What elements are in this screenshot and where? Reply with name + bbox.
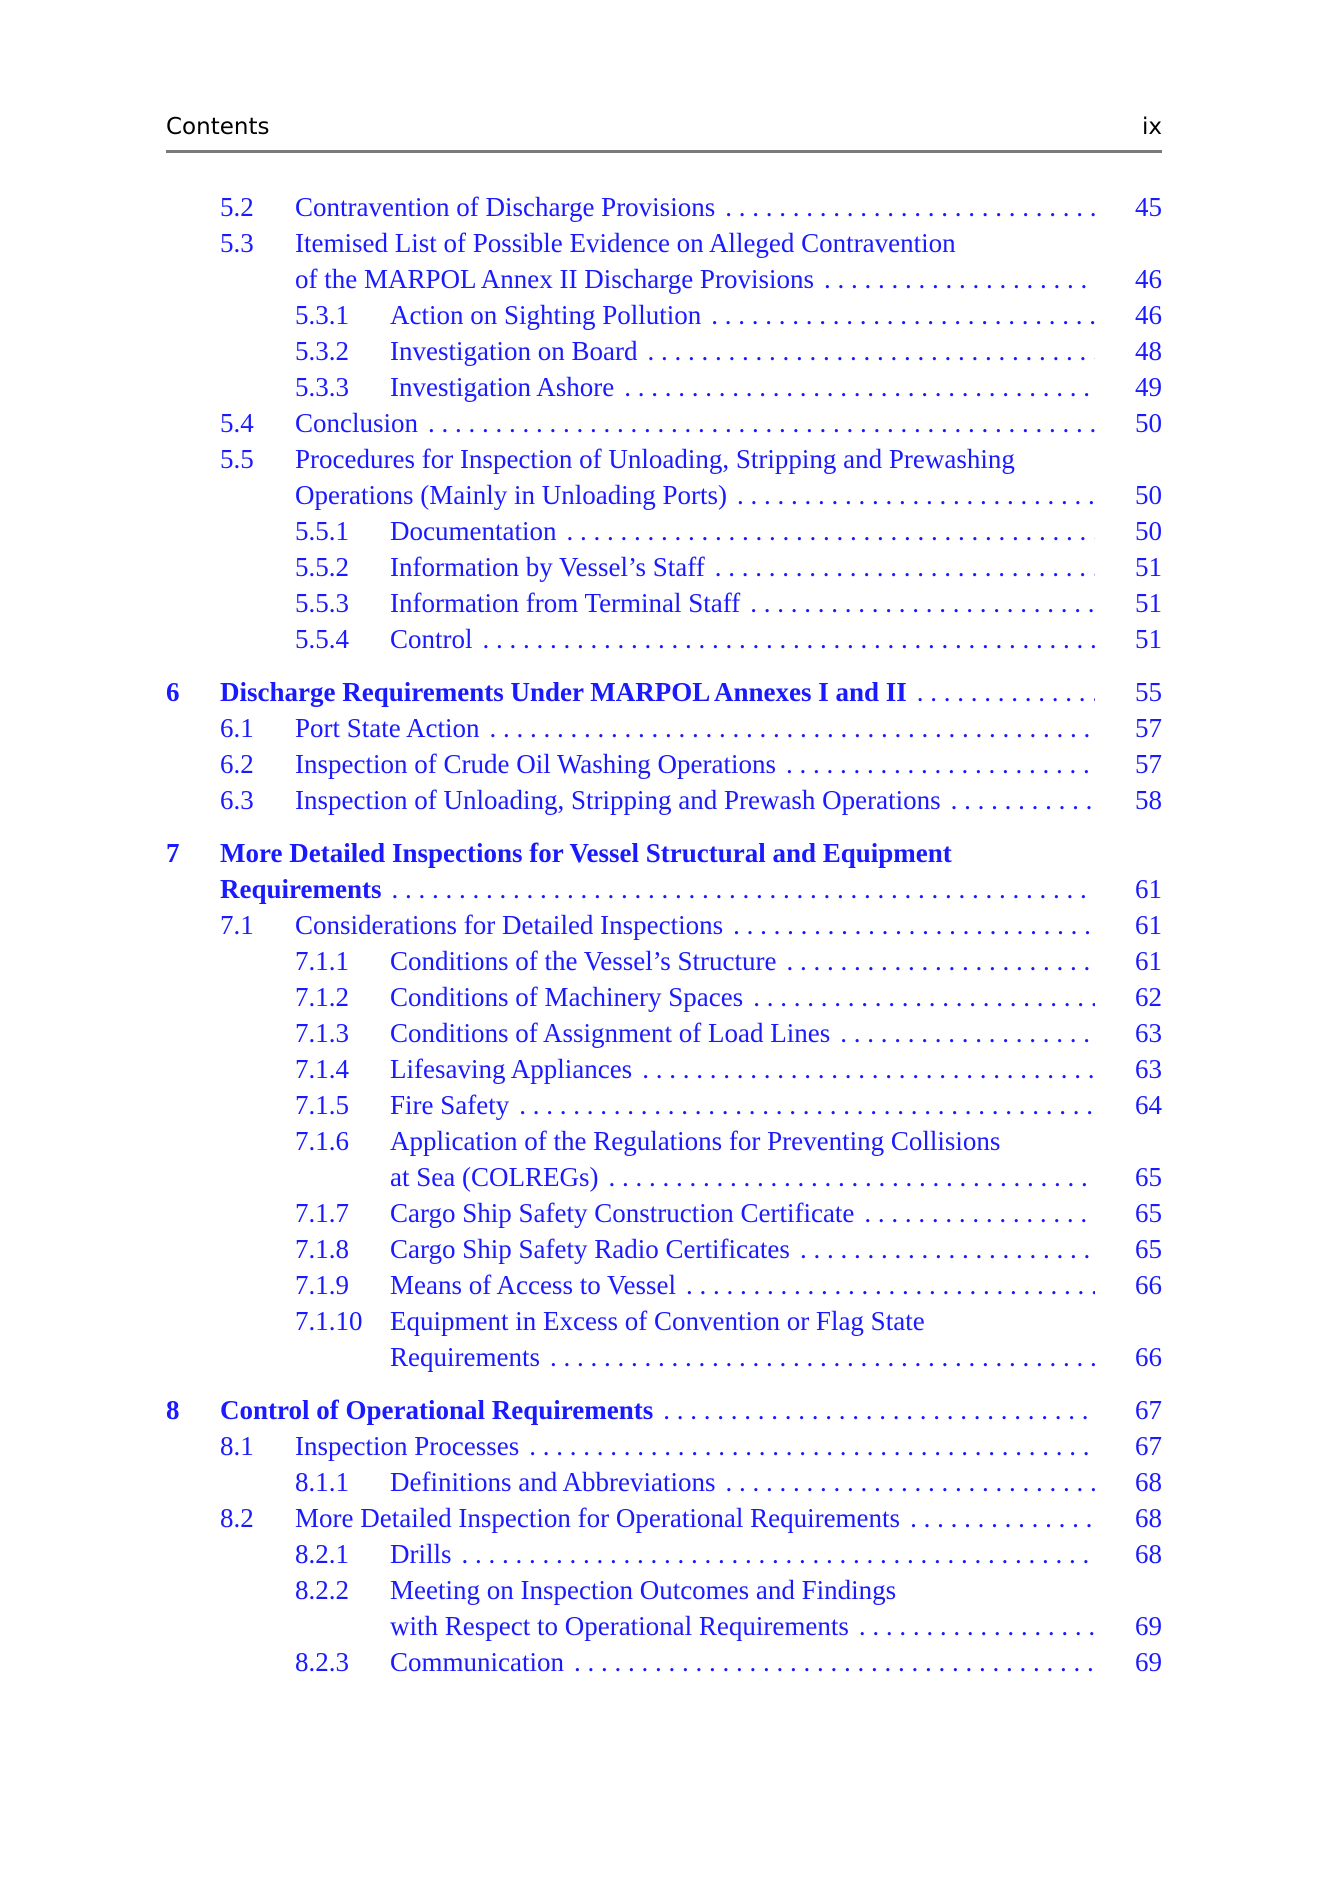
header-title: Contents	[166, 114, 270, 140]
entry-page[interactable]: 50	[1135, 408, 1162, 438]
entry-number: 8.2.2	[295, 1575, 349, 1605]
toc-entry-continuation[interactable]: with Respect to Operational Requirements . . .	[390, 1609, 1095, 1643]
entry-page[interactable]: 50	[1135, 480, 1162, 510]
toc-entry[interactable]: Drills . . .	[390, 1537, 1095, 1571]
entry-number: 5.3.3	[295, 372, 349, 402]
entry-page[interactable]: 49	[1135, 372, 1162, 402]
toc-entry[interactable]: Means of Access to Vessel . . .	[390, 1268, 1095, 1302]
entry-page[interactable]: 67	[1135, 1431, 1162, 1461]
entry-number: 7.1	[220, 910, 254, 940]
chapter-entry[interactable]: Discharge Requirements Under MARPOL Annexes I and II . . .	[220, 675, 1095, 709]
entry-page[interactable]: 66	[1135, 1270, 1162, 1300]
toc-entry[interactable]: Conditions of Machinery Spaces . . .	[390, 980, 1095, 1014]
entry-page[interactable]: 66	[1135, 1342, 1162, 1372]
entry-page[interactable]: 51	[1135, 588, 1162, 618]
entry-number: 7.1.1	[295, 946, 349, 976]
entry-number: 5.5.1	[295, 516, 349, 546]
entry-number: 7.1.6	[295, 1126, 349, 1156]
chapter-entry-continuation[interactable]: Requirements . . .	[220, 872, 1095, 906]
entry-number: 7.1.3	[295, 1018, 349, 1048]
toc-entry[interactable]: Contravention of Discharge Provisions . . .	[295, 190, 1095, 224]
entry-number: 5.3.2	[295, 336, 349, 366]
toc-entry-title[interactable]: Meeting on Inspection Outcomes and Findings	[390, 1575, 897, 1605]
toc-entry[interactable]: Conclusion . . .	[295, 406, 1095, 440]
toc-entry[interactable]: Cargo Ship Safety Construction Certificate . . .	[390, 1196, 1095, 1230]
toc-entry-continuation[interactable]: Operations (Mainly in Unloading Ports) . . .	[295, 478, 1095, 512]
toc-entry[interactable]: Inspection Processes . . .	[295, 1429, 1095, 1463]
entry-page[interactable]: 51	[1135, 624, 1162, 654]
entry-page[interactable]: 67	[1135, 1395, 1162, 1425]
entry-page[interactable]: 50	[1135, 516, 1162, 546]
entry-page[interactable]: 65	[1135, 1198, 1162, 1228]
entry-page[interactable]: 46	[1135, 300, 1162, 330]
toc-entry[interactable]: Considerations for Detailed Inspections . . .	[295, 908, 1095, 942]
entry-number: 5.3	[220, 228, 254, 258]
toc-entry[interactable]: More Detailed Inspection for Operational Requirements . . .	[295, 1501, 1095, 1535]
toc-entry-continuation[interactable]: at Sea (COLREGs) . . .	[390, 1160, 1095, 1194]
entry-number: 5.5.3	[295, 588, 349, 618]
entry-number: 5.5.4	[295, 624, 349, 654]
toc-entry[interactable]: Inspection of Unloading, Stripping and Prewash Operations . . .	[295, 783, 1095, 817]
toc-entry[interactable]: Investigation on Board . . .	[390, 334, 1095, 368]
toc-entry-continuation[interactable]: of the MARPOL Annex II Discharge Provisions . . .	[295, 262, 1095, 296]
entry-number: 8.2.1	[295, 1539, 349, 1569]
entry-number: 7.1.10	[295, 1306, 363, 1336]
entry-page[interactable]: 61	[1135, 946, 1162, 976]
entry-page[interactable]: 63	[1135, 1018, 1162, 1048]
toc-entry[interactable]: Definitions and Abbreviations . . .	[390, 1465, 1095, 1499]
entry-number: 5.3.1	[295, 300, 349, 330]
entry-number: 6.3	[220, 785, 254, 815]
toc-entry[interactable]: Inspection of Crude Oil Washing Operations . . .	[295, 747, 1095, 781]
toc-entry[interactable]: Conditions of Assignment of Load Lines . . .	[390, 1016, 1095, 1050]
toc-entry[interactable]: Cargo Ship Safety Radio Certificates . . .	[390, 1232, 1095, 1266]
chapter-number: 6	[166, 677, 180, 707]
entry-number: 6.1	[220, 713, 254, 743]
entry-number: 6.2	[220, 749, 254, 779]
entry-page[interactable]: 57	[1135, 713, 1162, 743]
entry-number: 8.1	[220, 1431, 254, 1461]
entry-page[interactable]: 46	[1135, 264, 1162, 294]
entry-number: 8.1.1	[295, 1467, 349, 1497]
toc-entry[interactable]: Information from Terminal Staff . . .	[390, 586, 1095, 620]
entry-number: 5.4	[220, 408, 254, 438]
entry-number: 7.1.2	[295, 982, 349, 1012]
toc-entry-title[interactable]: Itemised List of Possible Evidence on Alleged Contravention	[295, 228, 956, 258]
entry-page[interactable]: 64	[1135, 1090, 1162, 1120]
entry-number: 7.1.7	[295, 1198, 349, 1228]
entry-number: 5.5	[220, 444, 254, 474]
entry-number: 7.1.8	[295, 1234, 349, 1264]
header-page-number: ix	[1141, 114, 1162, 140]
toc-entry[interactable]: Action on Sighting Pollution . . .	[390, 298, 1095, 332]
entry-page[interactable]: 45	[1135, 192, 1162, 222]
toc-entry[interactable]: Documentation . . .	[390, 514, 1095, 548]
entry-page[interactable]: 51	[1135, 552, 1162, 582]
toc-entry[interactable]: Information by Vessel’s Staff . . .	[390, 550, 1095, 584]
entry-page[interactable]: 61	[1135, 910, 1162, 940]
entry-number: 8.2	[220, 1503, 254, 1533]
chapter-entry[interactable]: Control of Operational Requirements . . .	[220, 1393, 1095, 1427]
toc-entry-continuation[interactable]: Requirements . . .	[390, 1340, 1095, 1374]
toc-entry[interactable]: Lifesaving Appliances . . .	[390, 1052, 1095, 1086]
entry-page[interactable]: 62	[1135, 982, 1162, 1012]
entry-number: 7.1.5	[295, 1090, 349, 1120]
entry-number: 7.1.4	[295, 1054, 349, 1084]
entry-number: 5.5.2	[295, 552, 349, 582]
chapter-title[interactable]: More Detailed Inspections for Vessel Structural and Equipment	[220, 838, 952, 868]
toc-entry-title[interactable]: Equipment in Excess of Convention or Flag State	[390, 1306, 925, 1336]
toc-entry[interactable]: Communication . . .	[390, 1645, 1095, 1679]
entry-page[interactable]: 69	[1135, 1647, 1162, 1677]
chapter-number: 8	[166, 1395, 180, 1425]
toc-entry[interactable]: Fire Safety . . .	[390, 1088, 1095, 1122]
entry-number: 8.2.3	[295, 1647, 349, 1677]
entry-page[interactable]: 65	[1135, 1162, 1162, 1192]
entry-number: 5.2	[220, 192, 254, 222]
entry-page[interactable]: 58	[1135, 785, 1162, 815]
entry-number: 7.1.9	[295, 1270, 349, 1300]
toc-entry[interactable]: Conditions of the Vessel’s Structure . . .	[390, 944, 1095, 978]
entry-page[interactable]: 65	[1135, 1234, 1162, 1264]
entry-page[interactable]: 68	[1135, 1503, 1162, 1533]
toc-entry[interactable]: Port State Action . . .	[295, 711, 1095, 745]
entry-page[interactable]: 61	[1135, 874, 1162, 904]
entry-page[interactable]: 68	[1135, 1539, 1162, 1569]
toc-entry[interactable]: Control . . .	[390, 622, 1095, 656]
entry-page[interactable]: 68	[1135, 1467, 1162, 1497]
chapter-number: 7	[166, 838, 180, 868]
entry-page[interactable]: 48	[1135, 336, 1162, 366]
toc-entry[interactable]: Investigation Ashore . . .	[390, 370, 1095, 404]
entry-page[interactable]: 63	[1135, 1054, 1162, 1084]
toc-entry-title[interactable]: Procedures for Inspection of Unloading, Stripping and Prewashing	[295, 444, 1015, 474]
entry-page[interactable]: 69	[1135, 1611, 1162, 1641]
toc-entry-title[interactable]: Application of the Regulations for Preventing Collisions	[390, 1126, 1001, 1156]
entry-page[interactable]: 57	[1135, 749, 1162, 779]
entry-page[interactable]: 55	[1135, 677, 1162, 707]
